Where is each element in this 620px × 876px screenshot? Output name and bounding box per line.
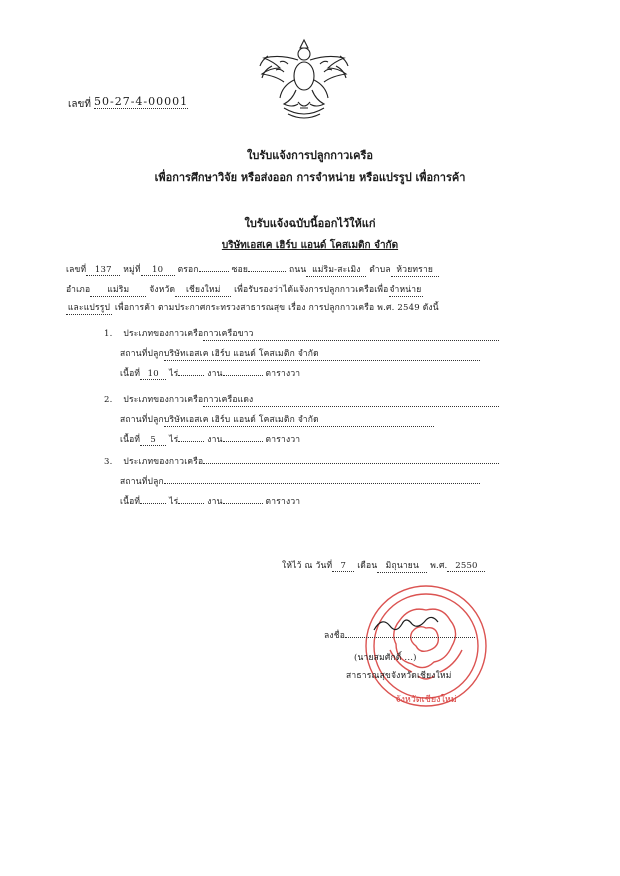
address-line-1 bbox=[66, 262, 439, 277]
item-1-wa-label: ตารางวา bbox=[265, 369, 301, 379]
item-1-place-row bbox=[120, 346, 480, 361]
trok-value bbox=[199, 271, 229, 272]
item-2-place-row bbox=[120, 412, 434, 427]
item-1-wa-value bbox=[223, 375, 263, 376]
item-3-place-label: สถานที่ปลูก bbox=[120, 477, 164, 487]
item-2-type-value: กาวเครือแดง bbox=[203, 392, 499, 407]
address-line-3 bbox=[66, 300, 439, 315]
signer-position: สาธารณสุขจังหวัดเชียงใหม่ bbox=[346, 671, 452, 681]
tambon-label: ตำบล bbox=[369, 265, 391, 275]
item-3-wa-label: ตารางวา bbox=[265, 497, 301, 507]
signer-name: (นายสมศักดิ์ ...) bbox=[354, 653, 417, 663]
document-number-value: 50-27-4-00001 bbox=[94, 95, 189, 108]
item-3-place-value bbox=[164, 483, 480, 484]
item-2-place-value: บริษัทเอสเค เฮิร์บ แอนด์ โคสเมติก จำกัด bbox=[164, 412, 434, 427]
seal-text: จังหวัดเชียงใหม่ bbox=[395, 695, 457, 705]
item-1-type-row bbox=[104, 326, 499, 341]
law-reference-text: เพื่อการค้า ตามประกาศกระทรวงสาธารณสุข เรื่อง การปลูกกาวเครือ พ.ศ. 2549 ดังนี้ bbox=[114, 303, 439, 313]
item-1-rai-label: ไร่ bbox=[169, 369, 179, 379]
item-1-type-value: กาวเครือขาว bbox=[203, 326, 499, 341]
item-3-type-row bbox=[104, 454, 499, 468]
document-number-label: เลขที่ bbox=[68, 99, 91, 110]
purpose-label: เพื่อรับรองว่าได้แจ้งการปลูกกาวเครือเพื่อ bbox=[234, 285, 389, 295]
item-3-area-label: เนื้อที่ bbox=[120, 497, 141, 507]
purpose-value-2: และแปรรูป bbox=[66, 300, 112, 315]
item-3-rai-label: ไร่ bbox=[169, 497, 179, 507]
signature-label: ลงชื่อ bbox=[324, 631, 346, 641]
item-3-area-row bbox=[120, 494, 300, 508]
purpose-value: จำหน่าย bbox=[389, 282, 423, 297]
item-2-ngan-value bbox=[178, 441, 204, 442]
item-1-place-value: บริษัทเอสเค เฮิร์บ แอนด์ โคสเมติก จำกัด bbox=[164, 346, 480, 361]
item-2-number: 2. bbox=[104, 395, 113, 405]
house-no-label: เลขที่ bbox=[66, 265, 87, 275]
moo-value: 10 bbox=[141, 265, 175, 276]
item-2-rai-value: 5 bbox=[140, 435, 166, 446]
item-2-place-label: สถานที่ปลูก bbox=[120, 415, 164, 425]
road-label: ถนน bbox=[288, 265, 307, 275]
issue-date-label: ให้ไว้ ณ วันที่ bbox=[282, 561, 333, 571]
item-1-area-row bbox=[120, 366, 300, 380]
soi-value bbox=[248, 271, 286, 272]
garuda-emblem-icon bbox=[254, 36, 354, 122]
issue-year-value: 2550 bbox=[447, 561, 485, 572]
item-3-type-value bbox=[203, 463, 499, 464]
item-1-place-label: สถานที่ปลูก bbox=[120, 349, 164, 359]
document-title-line2: เพื่อการศึกษาวิจัย หรือส่งออก การจำหน่าย หรือแปรรูป เพื่อการค้า bbox=[154, 171, 466, 184]
item-1-ngan-value bbox=[178, 375, 204, 376]
item-3-rai-value bbox=[140, 503, 166, 504]
item-2-rai-label: ไร่ bbox=[169, 435, 179, 445]
item-3-type-label: ประเภทของกาวเครือ bbox=[123, 457, 204, 467]
province-label: จังหวัด bbox=[149, 285, 176, 295]
trok-label: ตรอก bbox=[177, 265, 199, 275]
item-2-area-row bbox=[120, 432, 300, 446]
handwritten-signature-icon bbox=[370, 612, 450, 640]
item-2-type-label: ประเภทของกาวเครือ bbox=[123, 395, 204, 405]
item-2-wa-value bbox=[223, 441, 263, 442]
province-value: เชียงใหม่ bbox=[175, 282, 231, 297]
document-title: ใบรับแจ้งการปลูกกาวเครือ bbox=[247, 149, 373, 162]
road-value: แม่ริม-สะเมิง bbox=[306, 262, 366, 277]
item-1-ngan-label: งาน bbox=[207, 369, 223, 379]
item-3-number: 3. bbox=[104, 457, 113, 467]
item-3-ngan-label: งาน bbox=[207, 497, 223, 507]
item-1-type-label: ประเภทของกาวเครือ bbox=[123, 329, 204, 339]
issue-date-row bbox=[282, 558, 485, 573]
item-2-area-label: เนื้อที่ bbox=[120, 435, 141, 445]
issue-month-label: เดือน bbox=[357, 561, 378, 571]
item-1-area-label: เนื้อที่ bbox=[120, 369, 141, 379]
item-3-ngan-value bbox=[178, 503, 204, 504]
moo-label: หมู่ที่ bbox=[123, 265, 141, 275]
official-seal-icon bbox=[360, 580, 492, 712]
item-2-wa-label: ตารางวา bbox=[265, 435, 301, 445]
tambon-value: ห้วยทราย bbox=[391, 262, 439, 277]
item-3-wa-value bbox=[223, 503, 263, 504]
address-line-2 bbox=[66, 282, 423, 297]
document-subtitle: ใบรับแจ้งฉบับนี้ออกไว้ให้แก่ bbox=[244, 217, 376, 230]
item-3-place-row bbox=[120, 474, 480, 488]
recipient-name: บริษัทเอสเค เฮิร์บ แอนด์ โคสเมติก จำกัด bbox=[221, 240, 399, 251]
issue-month-value: มิถุนายน bbox=[377, 558, 427, 573]
item-2-ngan-label: งาน bbox=[207, 435, 223, 445]
house-no-value: 137 bbox=[86, 265, 120, 276]
item-1-rai-value: 10 bbox=[140, 369, 166, 380]
soi-label: ซอย bbox=[231, 265, 249, 275]
amphoe-label: อำเภอ bbox=[66, 285, 91, 295]
issue-year-label: พ.ศ. bbox=[430, 561, 448, 571]
amphoe-value: แม่ริม bbox=[90, 282, 146, 297]
issue-day-value: 7 bbox=[332, 561, 354, 572]
item-1-number: 1. bbox=[104, 329, 113, 339]
item-2-type-row bbox=[104, 392, 499, 407]
